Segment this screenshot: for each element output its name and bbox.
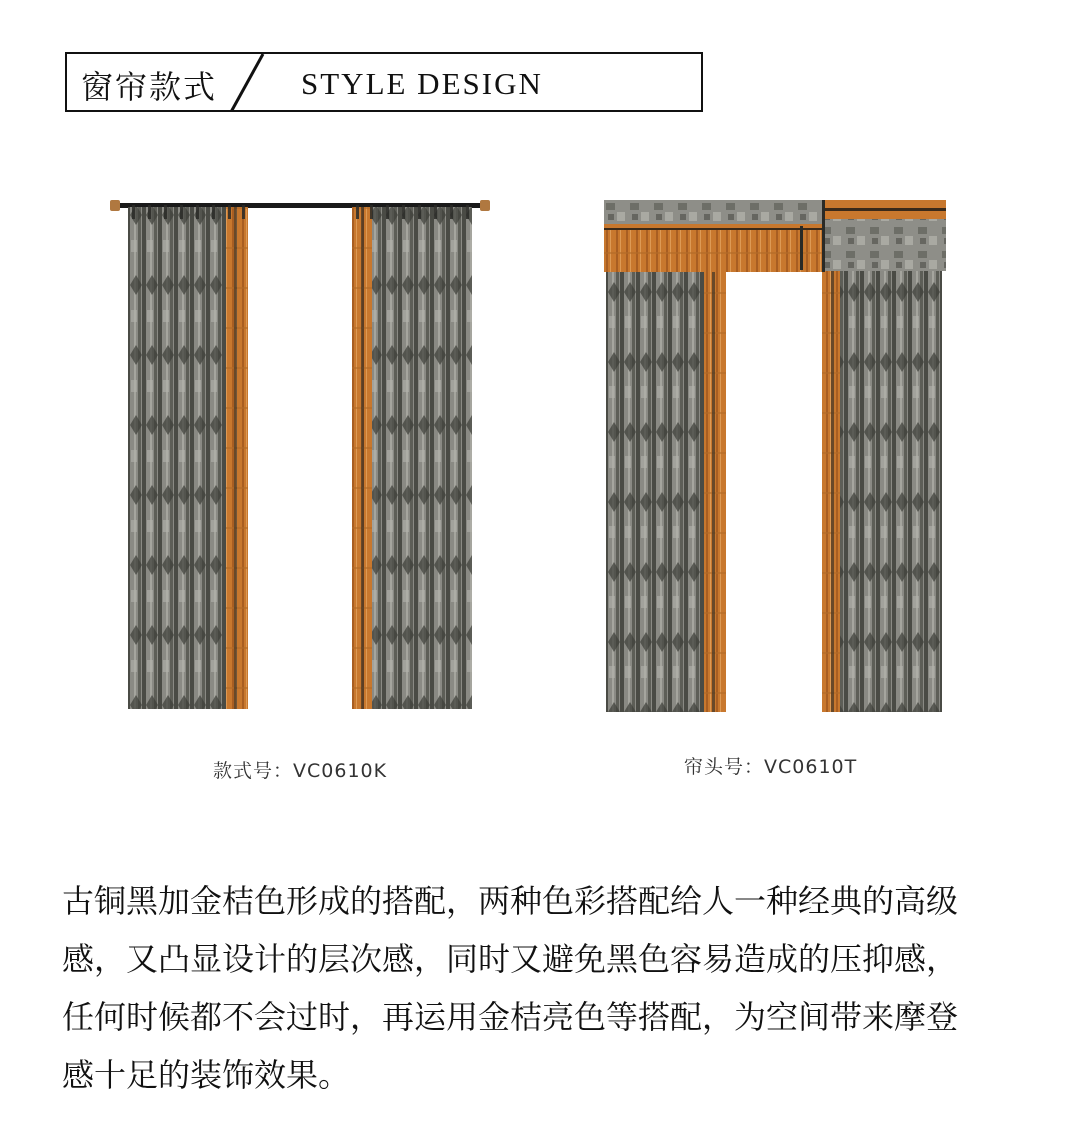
curtain-illustration-vc0610t: [604, 200, 946, 714]
section-header: [65, 52, 703, 112]
header-slash-divider: [217, 54, 277, 112]
description-paragraph: 古铜黑加金桔色形成的搭配，两种色彩搭配给人一种经典的高级 感，又凸显设计的层次感，同时又避免黑色容易造成的压抑感， 任何时候都不会过时，再运用金桔亮色等搭配，为空间带来摩登 感十足的装饰效果。: [62, 882, 959, 1094]
header-title-en: STYLE DESIGN: [301, 66, 543, 101]
product-caption-vc0610t: 帘头号：VC0610T: [684, 756, 858, 778]
product-caption-vc0610k: 款式号：VC0610K: [213, 760, 388, 782]
header-title-cn: 窗帘款式: [81, 68, 218, 106]
curtain-illustration-vc0610k: [110, 195, 490, 715]
